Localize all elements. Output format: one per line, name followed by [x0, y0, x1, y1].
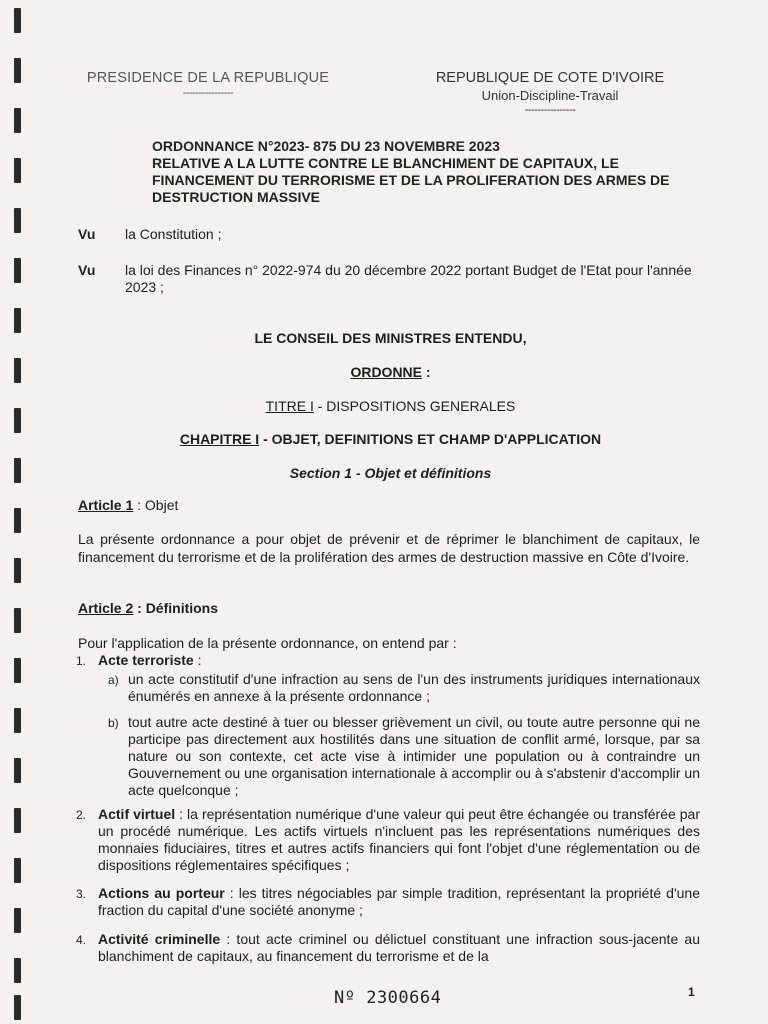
visa-label: Vu — [78, 262, 96, 278]
item-number: 3. — [76, 887, 87, 901]
ordonne-colon: : — [422, 364, 431, 380]
definition-term: Actif virtuel — [98, 806, 176, 822]
definition-text: : tout acte criminel ou délictuel constituant une infraction sous-jacente au blanchiment de capitaux, au financement du terrorisme et de la — [98, 931, 701, 964]
section-heading: Section 1 - Objet et définitions — [289, 465, 492, 481]
article-2-title: : Définitions — [133, 600, 219, 616]
chapitre-text: - OBJET, DEFINITIONS ET CHAMP D'APPLICATION — [259, 431, 602, 447]
definition-item — [98, 885, 700, 919]
article-1-heading — [78, 497, 178, 513]
republique-label: REPUBLIQUE DE COTE D'IVOIRE — [435, 70, 665, 86]
definition-text: : la représentation numérique d'une valeur qui peut être échangée ou transférée par un procédé numérique. Les actifs virtuels n'incluent pas les représentations numériques des monnaies fiduciaires, titres et autres actifs financiers qui font l'objet d'une réglementation ou de dispositions réglementaires spécifiques ; — [98, 806, 701, 873]
page-number: 1 — [688, 985, 695, 999]
subitem-label: b) — [108, 716, 119, 730]
binding-holes — [12, 0, 24, 1024]
definition-text: : les titres négociables par simple tradition, représentant la propriété d'une fraction du capital d'une société anonyme ; — [98, 885, 700, 918]
article-2-heading — [78, 600, 218, 616]
titre-text: - DISPOSITIONS GENERALES — [313, 398, 516, 414]
definition-item — [98, 652, 700, 669]
title-line-2: RELATIVE A LA LUTTE CONTRE LE BLANCHIMENT DE CAPITAUX, LE FINANCEMENT DU TERRORISME ET DE LA PROLIFERATION DES ARMES DE DESTRUCTION MASSIVE — [152, 155, 670, 205]
definition-text: : — [193, 652, 202, 668]
header-left — [78, 70, 338, 98]
visa-text: la loi des Finances n° 2022-974 du 20 décembre 2022 portant Budget de l'Etat pour l'année 2023 ; — [125, 262, 692, 295]
serial-number: Nº 2300664 — [334, 988, 442, 1008]
title-line-1: ORDONNANCE N°2023- 875 DU 23 NOVEMBRE 2023 — [152, 138, 500, 154]
definition-item — [98, 806, 700, 874]
visa-label: Vu — [78, 226, 96, 242]
header-right-dashes: ---------------- — [524, 104, 576, 116]
ordonne-heading — [78, 364, 703, 380]
article-2-label: Article 2 — [78, 600, 134, 616]
titre-label: TITRE I — [265, 398, 314, 414]
definition-item — [98, 931, 700, 965]
definition-term: Acte terroriste — [98, 652, 194, 668]
article-1-text: La présente ordonnance a pour objet de prévenir et de réprimer le blanchiment de capitaux, le financement du terrorisme et de la prolifération des armes de destruction massive en Côte d'Ivoire. — [78, 531, 700, 565]
definition-term: Actions au porteur — [98, 885, 225, 901]
item-number: 2. — [76, 808, 87, 822]
visa-text: la Constitution ; — [125, 226, 222, 242]
document-title — [152, 138, 707, 206]
header-left-dashes: ---------------- — [182, 87, 234, 99]
presidence-label: PRESIDENCE DE LA REPUBLIQUE — [86, 70, 330, 86]
titre-heading — [78, 398, 703, 414]
item-number: 4. — [76, 933, 87, 947]
council-heard: LE CONSEIL DES MINISTRES ENTENDU, — [254, 330, 527, 346]
subitem-text: un acte constitutif d'une infraction au sens de l'un des instruments juridiques internationaux énumérés en annexe à la présente ordonnance ; — [128, 671, 700, 704]
motto: Union-Discipline-Travail — [481, 88, 619, 103]
chapitre-heading — [78, 431, 703, 447]
article-1-label: Article 1 — [78, 497, 134, 513]
item-number: 1. — [76, 654, 87, 668]
chapitre-label: CHAPITRE I — [179, 431, 260, 447]
definition-term: Activité criminelle — [98, 931, 221, 947]
article-2-intro: Pour l'application de la présente ordonnance, on entend par : — [78, 635, 457, 651]
article-1-title: : Objet — [133, 497, 179, 513]
subitem-text: tout autre acte destiné à tuer ou blesser grièvement un civil, ou toute autre personne qui ne participe pas directement aux hostilités dans une situation de conflit armé, lorsque, par sa nature ou son contexte, cet acte vise à intimider une population ou à contraindre un Gouvernement ou une organisation internationale à accomplir ou à s'abstenir d'accomplir un acte quelconque ; — [128, 714, 700, 798]
ordonne-label: ORDONNE — [350, 364, 422, 380]
header-right — [420, 70, 680, 115]
subitem-label: a) — [108, 673, 119, 687]
